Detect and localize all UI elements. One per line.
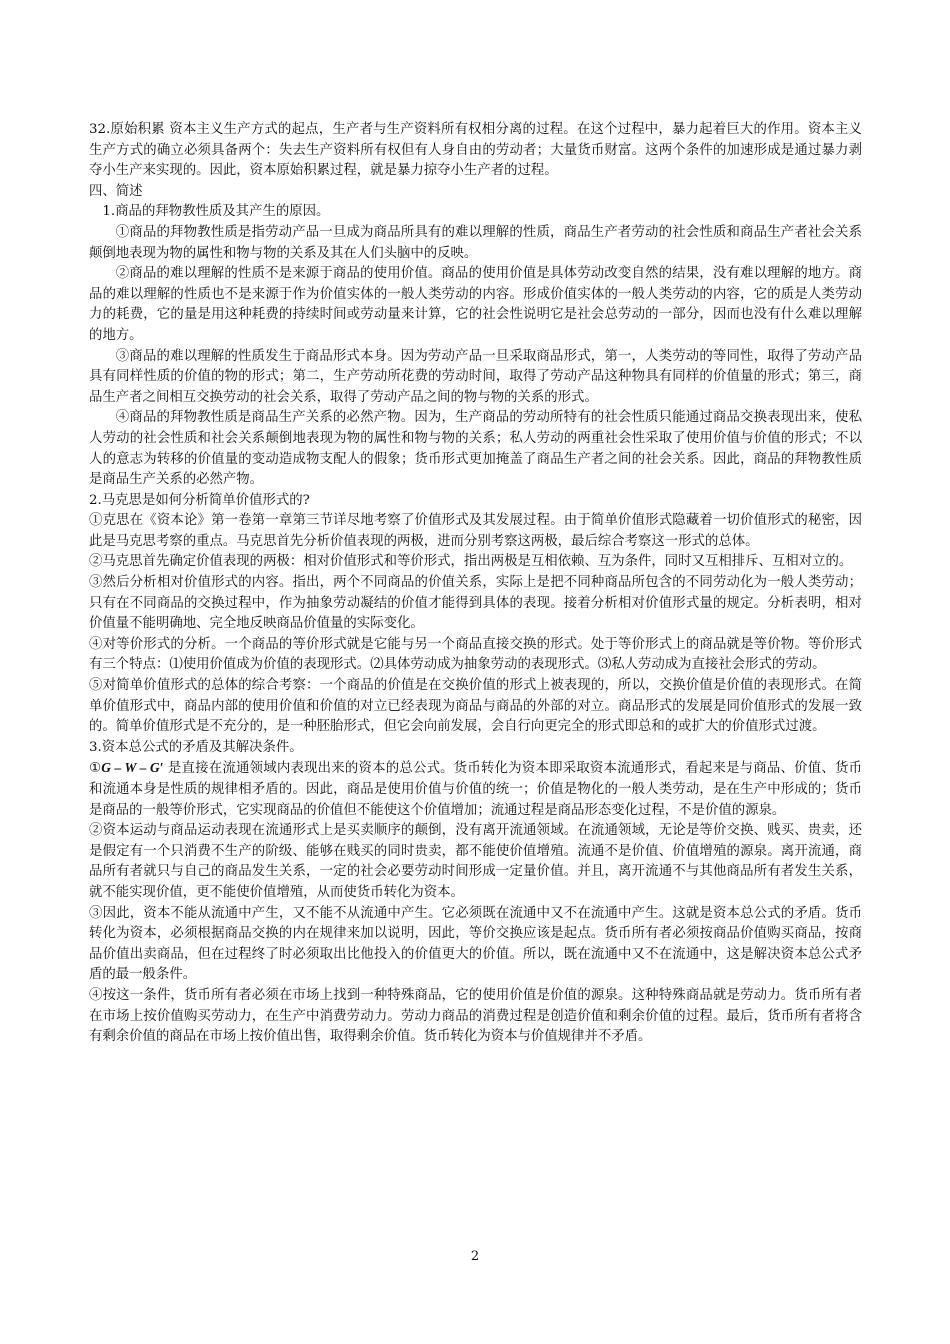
formula-explanation: 是直接在流通领域内表现出来的资本的总公式。货币转化为资本即采取资本流通形式，看起来是与商品、价值、货币和流通本身是性质的规律相矛盾的。因此，商品是使用价值与价值的统一；价值是物化的一般人类劳动，是在生产中形成的；货币是商品的一般等价形式，它实现商品的价值但不能使这个价值增加；流通过程是商品形态变化过程，不是价值的源泉。 [89,761,862,818]
question-2-point-5: ⑤对简单价值形式的总体的综合考察：一个商品的价值是在交换价值的形式上被表现的，所以，交换价值是价值的表现形式。在简单价值形式中，商品内部的使用价值和价值的对立已经表现为商品与商品的外部的对立。商品形式的发展是同价值形式的发展一致的。简单价值形式是不充分的，是一种胚胎形式，但它会向前发展，会自行向更完全的形式即总和的或扩大的价值形式过渡。 [89,678,862,735]
question-2-title: 2.马克思是如何分析简单价值形式的? [89,492,310,508]
question-2-point-3: ③然后分析相对价值形式的内容。指出，两个不同商品的价值关系，实际上是把不同种商品所包含的不同劳动化为一般人类劳动；只有在不同商品的交换过程中，作为抽象劳动凝结的价值才能得到具体的表现。接着分析相对价值形式量的规定。分析表明，相对价值量不能明确地、完全地反映商品价值量的实际变化。 [89,575,862,632]
question-2-point-4: ④对等价形式的分析。一个商品的等价形式就是它能与另一个商品直接交换的形式。处于等价形式上的商品就是等价物。等价形式有三个特点：⑴使用价值成为价值的表现形式。⑵具体劳动成为抽象劳动的表现形式。⑶私人劳动成为直接社会形式的劳动。 [89,636,862,673]
question-3-point-3: ③因此，资本不能从流通中产生，又不能不从流通中产生。它必须既在流通中又不在流通中产生。这就是资本总公式的矛盾。货币转化为资本，必须根据商品交换的内在规律来加以说明，因此，等价交换应该是起点。货币所有者必须按商品价值购买商品，按商品价值出卖商品，但在过程终了时必须取出比他投入的价值更大的价值。所以，既在流通中又不在流通中，这是解决资本总公式矛盾的最一般条件。 [89,905,862,983]
question-1-point-3: ③商品的难以理解的性质发生于商品形式本身。因为劳动产品一旦采取商品形式，第一，人类劳动的等同性，取得了劳动产品具有同样性质的价值的物的形式；第二，生产劳动所花费的劳动时间，取得了劳动产品这种物具有同样的价值量的形式；第三，商品生产者之间相互交换劳动的社会关系，取得了劳动产品之间的物与物的关系的形式。 [89,348,862,405]
capital-general-formula: G – W – G′ [101,760,164,776]
question-2-point-2: ②马克思首先确定价值表现的两极：相对价值形式和等价形式，指出两极是互相依赖、互为条件，同时又互相排斥、互相对立的。 [89,554,853,570]
term-definition-primitive-accumulation: 32.原始积累 资本主义生产方式的起点，生产者与生产资料所有权相分离的过程。在这个过程中，暴力起着巨大的作用。资本主义生产方式的确立必须具备两个：失去生产资料所有权但有人身自由的劳动者；大量货币财富。这两个条件的加速形成是通过暴力剥夺小生产来实现的。因此，资本原始积累过程，就是暴力掠夺小生产者的过程。 [89,122,862,179]
formula-marker: ① [89,761,102,777]
question-2-point-1: ①克思在《资本论》第一卷第一章第三节详尽地考察了价值形式及其发展过程。由于简单价值形式隐藏着一切价值形式的秘密，因此是马克思考察的重点。马克思首先分析价值表现的两极，进而分别考察这两极，最后综合考察这一形式的总体。 [89,513,862,549]
page-number: 2 [470,1249,480,1264]
question-1-point-2: ②商品的难以理解的性质不是来源于商品的使用价值。商品的使用价值是具体劳动改变自然的结果，没有难以理解的地方。商品的难以理解的性质也不是来源于作为价值实体的一般人类劳动的内容。形成价值实体的一般人类劳动的内容，它的质是人类劳动力的耗费，它的量是用这种耗费的持续时间或劳动量来计算，它的社会性说明它是社会总劳动的一部分，因而也没有什么难以理解的地方。 [89,266,862,343]
section-heading-brief-answer: 四、简述 [89,183,143,199]
question-3-point-4: ④按这一条件，货币所有者必须在市场上找到一种特殊商品，它的使用价值是价值的源泉。这种特殊商品就是劳动力。货币所有者在市场上按价值购买劳动力，在生产中消费劳动力。劳动力商品的消费过程是创造价值和剩余价值的过程。最后，货币所有者将含有剩余价值的商品在市场上按价值出售，取得剩余价值。货币转化为资本与价值规律并不矛盾。 [89,987,862,1045]
question-3-point-1 [89,758,862,821]
question-1-point-1: ①商品的拜物教性质是指劳动产品一旦成为商品所具有的难以理解的性质，商品生产者劳动的社会性质和商品生产者社会关系颠倒地表现为物的属性和物与物的关系及其在人们头脑中的反映。 [89,224,862,261]
question-3-title: 3.资本总公式的矛盾及其解决条件。 [89,739,303,755]
document-body [89,120,862,1048]
question-3-point-2: ②资本运动与商品运动表现在流通形式上是买卖顺序的颠倒，没有离开流通领域。在流通领域，无论是等价交换、贱买、贵卖，还是假定有一个只消费不生产的阶级、能够在贱买的同时贵卖，都不能使价值增殖。流通不是价值、价值增殖的源泉。离开流通，商品所有者就只与自己的商品发生关系，一定的社会必要劳动时间形成一定量价值。并且，离开流通不与其他商品所有者发生关系，就不能实现价值，更不能使价值增殖，从而使货币转化为资本。 [89,823,862,900]
question-1-point-4: ④商品的拜物教性质是商品生产关系的必然产物。因为，生产商品的劳动所特有的社会性质只能通过商品交换表现出来，使私人劳动的社会性质和社会关系颠倒地表现为物的属性和物与物的关系；私人劳动的两重社会性采取了使用价值与价值的形式；不以人的意志为转移的价值量的变动造成物支配人的假象；货币形式更加掩盖了商品生产者之间的社会关系。因此，商品的拜物教性质是商品生产关系的必然产物。 [89,410,862,488]
question-1-title: 1.商品的拜物教性质及其产生的原因。 [102,204,330,220]
